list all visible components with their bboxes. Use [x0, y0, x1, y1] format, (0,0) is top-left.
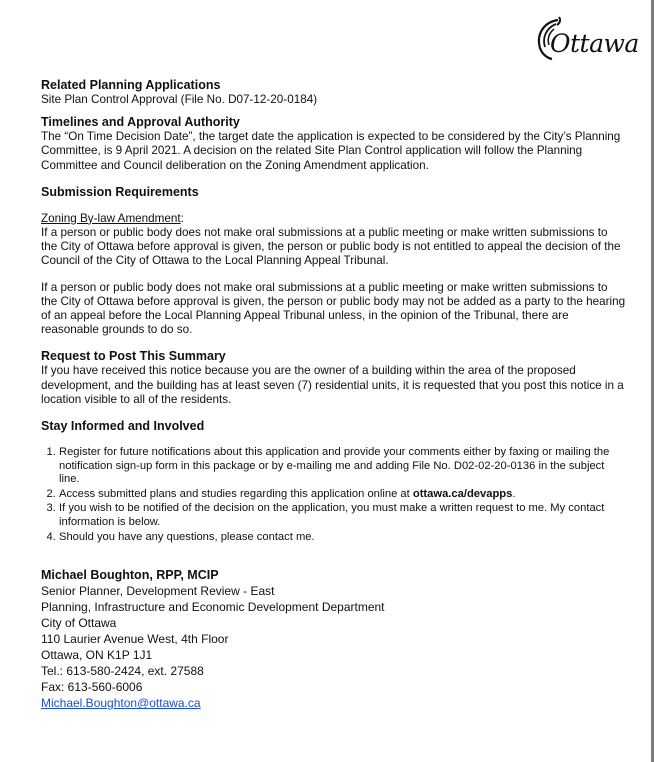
informed-heading: Stay Informed and Involved	[41, 419, 205, 434]
zoning-subheading	[41, 212, 626, 226]
document-body	[41, 78, 626, 711]
zoning-subheading-colon: :	[180, 211, 184, 225]
contact-fax: Fax: 613-560-6006	[41, 680, 143, 695]
request-text: If you have received this notice because you are the owner of a building within the area of the proposed development, and the building has at least seven (7) residential units, it is requested that you post this notice in a location visible to all of the residents.	[41, 364, 624, 406]
devapps-link[interactable]: ottawa.ca/devapps	[412, 487, 513, 500]
contact-address-2: Ottawa, ON K1P 1J1	[41, 648, 153, 663]
item2-text: Access submitted plans and studies regarding this application online at	[59, 487, 413, 500]
list-item: 3. If you wish to be notified of the decision on the application, you must make a written request to me. My contact information is below.	[59, 502, 626, 529]
submission-heading: Submission Requirements	[41, 184, 199, 199]
contact-title: Senior Planner, Development Review - East	[41, 584, 275, 599]
contact-name: Michael Boughton, RPP, MCIP	[41, 568, 219, 583]
list-item: 1. Register for future notifications about this application and provide your comments either by faxing or mailing the notification sign-up form in this package or by e-mailing me and adding File No. D02-02-20-0136 in the subject line.	[59, 446, 626, 487]
informed-list	[41, 446, 626, 544]
zoning-subheading-label: Zoning By-law Amendment	[41, 211, 181, 225]
request-heading: Request to Post This Summary	[41, 349, 226, 364]
item2-suffix: .	[512, 487, 516, 500]
contact-email-link[interactable]: Michael.Boughton@ottawa.ca	[41, 696, 201, 711]
submission-para-1: If a person or public body does not make oral submissions at a public meeting or make written submissions to the City of Ottawa before approval is given, the person or public body is not entitled to appeal the decision of the Council of the City of Ottawa to the Local Planning Appeal Tribunal.	[41, 226, 621, 268]
related-heading: Related Planning Applications	[41, 78, 221, 92]
logo-wordmark: Ottawa	[550, 29, 639, 58]
contact-department: Planning, Infrastructure and Economic Development Department	[41, 600, 385, 615]
list-item	[59, 488, 626, 502]
related-text: Site Plan Control Approval (File No. D07-12-20-0184)	[41, 93, 318, 106]
list-item: 4. Should you have any questions, please contact me.	[59, 531, 626, 545]
timelines-heading: Timelines and Approval Authority	[41, 115, 240, 130]
contact-org: City of Ottawa	[41, 616, 117, 631]
timelines-text: The “On Time Decision Date”, the target date the application is expected to be considered by the City’s Planning Committee, is 9 April 2021. A decision on the related Site Plan Control application will follow the Planning Committee and Council deliberation on the Zoning Amendment application.	[41, 130, 621, 172]
submission-para-2: If a person or public body does not make oral submissions at a public meeting or make written submissions to the City of Ottawa before approval is given, the person or public body may not be added as a party to the hearing of an appeal before the Local Planning Appeal Tribunal unless, in the opinion of the Tribunal, there are reasonable grounds to do so.	[41, 280, 626, 337]
ottawa-logo	[532, 14, 639, 66]
contact-tel: Tel.: 613-580-2424, ext. 27588	[41, 664, 204, 679]
contact-block	[41, 567, 626, 711]
contact-address-1: 110 Laurier Avenue West, 4th Floor	[41, 632, 229, 647]
